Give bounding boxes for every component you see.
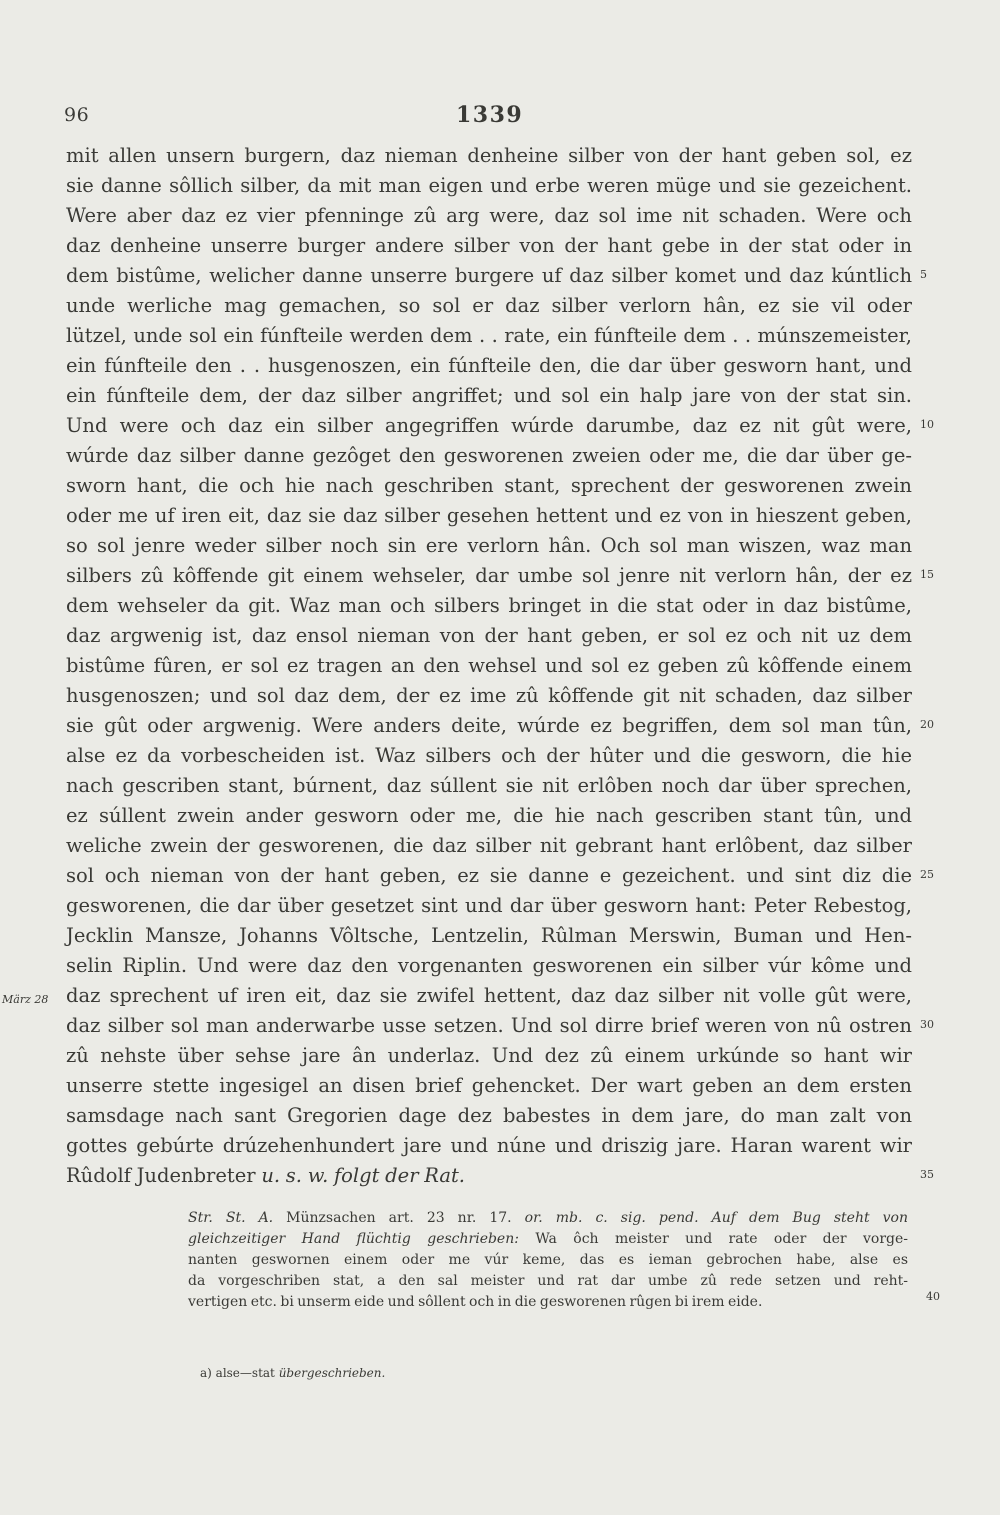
text-line: Und were och daz ein silber angegriffen wúrde darumbe, daz ez nit gût were, xyxy=(66,414,912,437)
text-line: daz argwenig ist, daz ensol nieman von der hant geben, er sol ez och nit uz dem xyxy=(66,624,912,647)
source-quote: Wa ôch meister und rate oder der vorge- xyxy=(518,1231,908,1247)
text-line: oder me uf iren eit, daz sie daz silber gesehen hettent und ez von in hieszent geben, xyxy=(66,504,912,527)
text-line: dem bistûme, welicher danne unserre burgere uf daz silber komet und daz kúntlich xyxy=(66,264,912,287)
source-note xyxy=(188,1208,908,1313)
text-line: ein fúnfteile dem, der daz silber angriffet; und sol ein halp jare von der stat sin. xyxy=(66,384,912,407)
source-line xyxy=(188,1208,908,1229)
text-line: unserre stette ingesigel an disen brief gehencket. Der wart geben an dem ersten xyxy=(66,1074,912,1097)
text-line: Were aber daz ez vier pfenninge zû arg were, daz sol ime nit schaden. Were och xyxy=(66,204,912,227)
page-number: 96 xyxy=(64,104,90,126)
text-line: sworn hant, die och hie nach geschriben stant, sprechent der gesworenen zwein xyxy=(66,474,912,497)
source-archive: Str. St. A. xyxy=(188,1210,274,1226)
text-line: weliche zwein der gesworenen, die daz silber nit gebrant hant erlôbent, daz silber xyxy=(66,834,912,857)
source-description-cont: gleichzeitiger Hand flüchtig geschrieben: xyxy=(188,1231,519,1247)
margin-date-note: März 28 xyxy=(2,993,49,1006)
text-line: gottes gebúrte drúzehenhundert jare und núne und driszig jare. Haran warent wir xyxy=(66,1134,912,1157)
source-line: vertigen etc. bi unserm eide und sôllent och in die gesworenen rûgen bi irem eide. xyxy=(188,1294,763,1310)
text-line-last xyxy=(66,1161,912,1191)
source-line xyxy=(188,1229,908,1250)
line-number: 25 xyxy=(920,868,934,881)
text-line: sie gût oder argwenig. Were anders deite, wúrde ez begriffen, dem sol man tûn, xyxy=(66,714,912,737)
text-line: zû nehste über sehse jare ân underlaz. Und dez zû einem urkúnde so hant wir xyxy=(66,1044,912,1067)
text-line: daz silber sol man anderwarbe usse setzen. Und sol dirre brief weren von nû ostren xyxy=(66,1014,912,1037)
text-line: samsdage nach sant Gregorien dage dez babestes in dem jare, do man zalt von xyxy=(66,1104,912,1127)
text-line: gesworenen, die dar über gesetzet sint und dar über gesworn hant: Peter Rebestog, xyxy=(66,894,912,917)
footnote-text: alse—stat xyxy=(211,1366,279,1380)
source-line: nanten geswornen einem oder me vúr keme, das es ieman gebrochen habe, alse es xyxy=(188,1252,908,1268)
text-line: bistûme fûren, er sol ez tragen an den wehsel und sol ez geben zû kôffende einem xyxy=(66,654,912,677)
text-line: selin Riplin. Und were daz den vorgenanten gesworenen ein silber vúr kôme und xyxy=(66,954,912,977)
footnote-marker: a) xyxy=(200,1366,212,1380)
source-line: da vorgeschriben stat, a den sal meister und rat dar umbe zû rede setzen und reht- xyxy=(188,1273,908,1289)
text-line: sol och nieman von der hant geben, ez sie danne e gezeichent. und sint diz die xyxy=(66,864,912,887)
line-number: 10 xyxy=(920,418,934,431)
footnote-italic: übergeschrieben. xyxy=(278,1366,386,1380)
source-description: or. mb. c. sig. pend. Auf dem Bug steht von xyxy=(524,1210,908,1226)
text-line: alse ez da vorbescheiden ist. Waz silbers och der hûter und die gesworn, die hie xyxy=(66,744,912,767)
line-number: 40 xyxy=(926,1290,940,1303)
text-line: silbers zû kôffende git einem wehseler, dar umbe sol jenre nit verlorn hân, der ez xyxy=(66,564,912,587)
text-line: dem wehseler da git. Waz man och silbers bringet in die stat oder in daz bistûme, xyxy=(66,594,912,617)
text-line: mit allen unsern burgern, daz nieman denheine silber von der hant geben sol, ez xyxy=(66,144,912,167)
text-line-last-plain: Rûdolf Judenbreter xyxy=(66,1164,262,1187)
text-line: ez súllent zwein ander gesworn oder me, die hie nach gescriben stant tûn, und xyxy=(66,804,912,827)
text-line: husgenoszen; und sol daz dem, der ez ime zû kôffende git nit schaden, daz silber xyxy=(66,684,912,707)
line-number: 5 xyxy=(920,268,927,281)
text-line-last-italic: u. s. w. folgt der Rat. xyxy=(261,1164,466,1187)
text-line: ein fúnfteile den . . husgenoszen, ein fúnfteile den, die dar über gesworn hant, und xyxy=(66,354,912,377)
text-line: unde werliche mag gemachen, so sol er daz silber verlorn hân, ez sie vil oder xyxy=(66,294,912,317)
text-line: lützel, unde sol ein fúnfteile werden dem . . rate, ein fúnfteile dem . . múnszemeister, xyxy=(66,324,912,347)
year-heading: 1339 xyxy=(456,102,524,128)
footnote xyxy=(200,1366,385,1380)
line-number: 30 xyxy=(920,1018,934,1031)
text-line: so sol jenre weder silber noch sin ere verlorn hân. Och sol man wiszen, waz man xyxy=(66,534,912,557)
text-line: wúrde daz silber danne gezôget den gesworenen zweien oder me, die dar über ge- xyxy=(66,444,912,467)
line-number: 15 xyxy=(920,568,934,581)
text-line: Jecklin Mansze, Johanns Vôltsche, Lentzelin, Rûlman Merswin, Buman und Hen- xyxy=(66,924,912,947)
text-line: daz sprechent uf iren eit, daz sie zwifel hettent, daz daz silber nit volle gût were, xyxy=(66,984,912,1007)
line-number: 35 xyxy=(920,1168,934,1181)
source-reference: Münzsachen art. 23 nr. 17. xyxy=(273,1210,525,1226)
text-line: sie danne sôllich silber, da mit man eigen und erbe weren müge und sie gezeichent. xyxy=(66,174,912,197)
text-line: daz denheine unserre burger andere silber von der hant gebe in der stat oder in xyxy=(66,234,912,257)
text-line: nach gescriben stant, búrnent, daz súllent sie nit erlôben noch dar über sprechen, xyxy=(66,774,912,797)
line-number: 20 xyxy=(920,718,934,731)
